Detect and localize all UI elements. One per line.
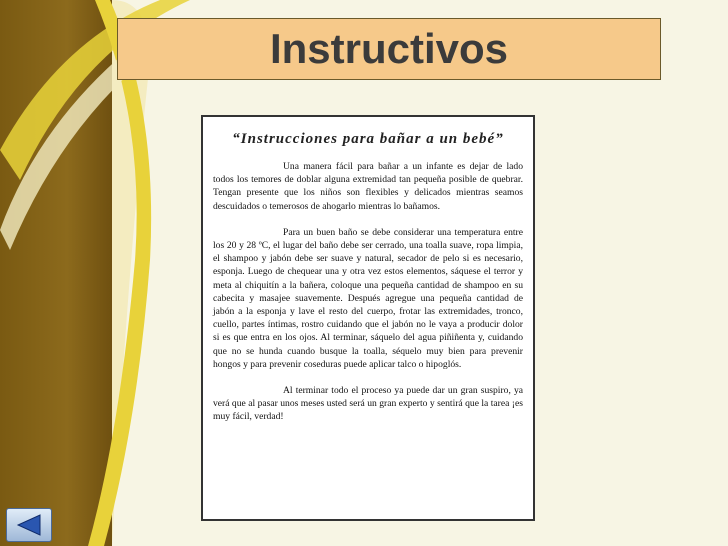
document-paragraph-3: Al terminar todo el proceso ya puede dar un gran suspiro, ya verá que al pasar unos meses usted será un gran experto y sentirá que la tarea ¡es muy fácil, verdad! [213, 385, 523, 423]
slide-title-box [117, 18, 661, 80]
document-page [201, 115, 535, 521]
triangle-left-icon [14, 513, 44, 537]
document-paragraph-2: Para un buen baño se debe considerar una temperatura entre los 20 y 28 ºC, el lugar del baño debe ser cerrado, una toalla suave, ropa limpia, el shampoo y jabón debe ser suave y natural, secador de pelo si es necesario, esponja. Luego de chequear una y otra vez estos elementos, sáquese el terror y meta al chiquitín a la bañera, coloque una pequeña cantidad de shampoo en su cabecita y masajee suavemente. Después agregue una pequeña cantidad de jabón a la esponja y lave el resto del cuerpo, frotar las extremidades, tronco, cuello, partes íntimas, rostro cuidando que el jabón no le vaya a producir dolor si es que entra en los ojos. Al terminar, sáquelo del agua piñiñenta y, cuidando que no se hunda cuando busque la toalla, séquelo muy bien para prevenir hongos y para prevenir coseduras puede aplicar talco o hipoglós. [213, 226, 523, 370]
document-paragraph-1: Una manera fácil para bañar a un infante es dejar de lado todos los temores de doblar alguna extremidad tan pequeña posible de quebrar. Tengan presente que los niños son flexibles y delicados mientras seamos descuidados o temerosos de ahogarlo mientras lo bañamos. [213, 161, 523, 212]
document-heading: “Instrucciones para bañar a un bebé” [232, 131, 504, 147]
slide-title: Instructivos [269, 25, 509, 72]
back-button[interactable] [6, 508, 52, 542]
